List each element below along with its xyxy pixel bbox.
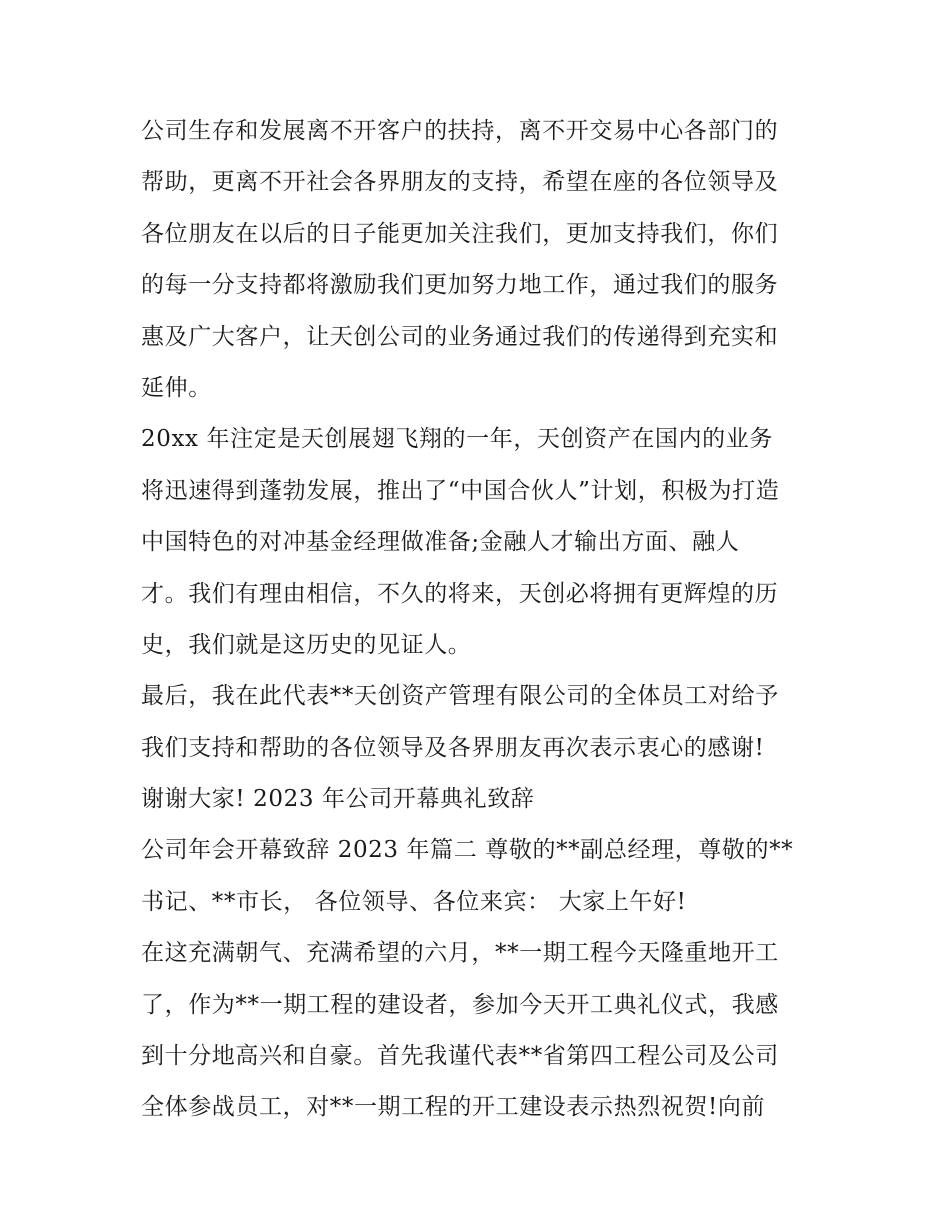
text-line: 中国特色的对冲基金经理做准备;金融人才输出方面、融人 bbox=[141, 529, 740, 556]
text-line: 在这充满朝气、充满希望的六月，**一期工程今天隆重地开工 bbox=[141, 940, 779, 967]
text-line: 才。我们有理由相信，不久的将来，天创必将拥有更辉煌的历 bbox=[141, 580, 779, 607]
text-line: 了，作为**一期工程的建设者，参加今天开工典礼仪式，我感 bbox=[141, 991, 779, 1018]
text-line: 各位朋友在以后的日子能更加关注我们，更加支持我们，你们 bbox=[141, 220, 779, 247]
text-line: 我们支持和帮助的各位领导及各界朋友再次表示衷心的感谢! bbox=[141, 734, 765, 761]
document-body bbox=[141, 106, 821, 1134]
text-line: 公司生存和发展离不开客户的扶持，离不开交易中心各部门的 bbox=[141, 118, 779, 144]
text-line: 20xx 年注定是天创展翅飞翔的一年，天创资产在国内的业务 bbox=[141, 426, 773, 453]
text-line: 最后，我在此代表**天创资产管理有限公司的全体员工对给予 bbox=[141, 683, 779, 710]
text-line: 公司年会开幕致辞 2023 年篇二 尊敬的**副总经理，尊敬的** bbox=[141, 837, 794, 864]
text-line: 的每一分支持都将激励我们更加努力地工作，通过我们的服务 bbox=[141, 272, 779, 299]
text-line: 帮助，更离不开社会各界朋友的支持，希望在座的各位领导及 bbox=[141, 169, 779, 196]
text-line: 惠及广大客户，让天创公司的业务通过我们的传递得到充实和 bbox=[141, 323, 779, 350]
text-line: 延伸。 bbox=[141, 374, 212, 401]
text-line: 书记、**市长， 各位领导、各位来宾： 大家上午好! bbox=[141, 888, 687, 915]
text-line: 全体参战员工，对**一期工程的开工建设表示热烈祝贺!向前 bbox=[141, 1094, 766, 1121]
text-line: 谢谢大家! 2023 年公司开幕典礼致辞 bbox=[141, 786, 535, 813]
text-line: 史，我们就是这历史的见证人。 bbox=[141, 631, 472, 658]
text-line: 将迅速得到蓬勃发展，推出了“中国合伙人”计划，积极为打造 bbox=[141, 477, 780, 504]
text-line: 到十分地高兴和自豪。首先我谨代表**省第四工程公司及公司 bbox=[141, 1043, 779, 1070]
